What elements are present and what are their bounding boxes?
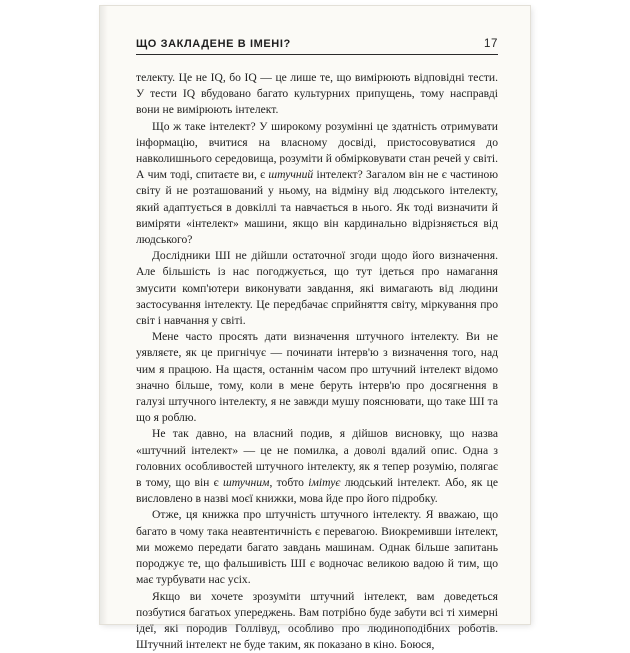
italic-text: штучний — [268, 168, 313, 181]
text-run: Отже, ця книжка про штучність штучного інтелекту. Я вважаю, що багато в чому така неавтентичність є перевагою. Виокремивши інтелект, ми можемо передати багато завдань машинам. Однак більше запитань породжує те, що фальшивість ШІ є водночас великою вадою й тим, що має турбувати нас усіх. — [136, 508, 498, 586]
text-run: Дослідники ШІ не дійшли остаточної згоди щодо його визначення. Але більшість із нас погоджується, що тут ідеться про намагання змусити комп'ютери виконувати завдання, які вимагають від людини застосування інтелекту. Це передбачає сприйняття світу, міркування про світ і навчання у світі. — [136, 249, 498, 327]
text-run: людський інтелект. Або, як це висловлено в назві моєї книжки, мова йде про його підробку. — [136, 476, 498, 505]
text-run: інтелект? Загалом він не є частиною світу й не розташований у ньому, на відміну від людського інтелекту, який адаптується в довкіллі та навчається в нього. Як тоді визначити й виміряти «інтелект» машини, якщо він кардинально відрізняється від людського? — [136, 168, 498, 246]
italic-text: імітує — [308, 476, 340, 489]
text-run: Якщо ви хочете зрозуміти штучний інтелект, вам доведеться позбутися багатьох упереджень. Вам потрібно буде забути всі ті химерні ідеї, які породив Голлівуд, особливо про людиноподібних роботів. Штучний інтелект не буде таким, як показано в кіно. Боюся, — [136, 590, 498, 652]
paragraph — [136, 507, 498, 588]
text-run: Не так давно, на власний подив, я дійшов висновку, що назва «штучний інтелект» — це не помилка, а доволі вдалий опис. Одна з головних особливостей штучного інтелекту, як я тепер розумію, полягає в тому, що він є — [136, 427, 498, 489]
italic-text: штучним — [223, 476, 269, 489]
running-header — [136, 36, 498, 55]
text-run: телекту. Це не IQ, бо IQ — це лише те, що вимірюють відповідні тести. У тести IQ вбудовано багато культурних припущень, тому насправді вони не вимірюють інтелект. — [136, 71, 498, 116]
text-run: Мене часто просять дати визначення штучного інтелекту. Ви не уявляєте, як це пригнічує — починати інтерв'ю з визначення того, над чим я працюю. На щастя, останнім часом про штучний інтелект відомо значно більше, тому, коли в мене беруть інтерв'ю про досягнення в галузі штучного інтелекту, я не завжди мушу пояснювати, що таке ШІ та що я роблю. — [136, 330, 498, 424]
paragraph — [136, 329, 498, 426]
text-run: Що ж таке інтелект? У широкому розумінні це здатність отримувати інформацію, вчитися на власному досвіді, пристосовуватися до навколишнього середовища, розуміти й обмірковувати стан речей у світі. А чим тоді, спитаєте ви, є — [136, 120, 498, 182]
text-run: , тобто — [269, 476, 308, 489]
book-page — [100, 6, 530, 624]
paragraph — [136, 248, 498, 329]
chapter-title: ЩО ЗАКЛАДЕНЕ В ІМЕНІ? — [136, 38, 291, 50]
paragraph — [136, 70, 498, 119]
body-text — [136, 70, 498, 653]
spine-shadow — [100, 6, 108, 624]
page-number: 17 — [484, 38, 498, 50]
paragraph — [136, 589, 498, 653]
paragraph — [136, 426, 498, 507]
paragraph — [136, 119, 498, 249]
